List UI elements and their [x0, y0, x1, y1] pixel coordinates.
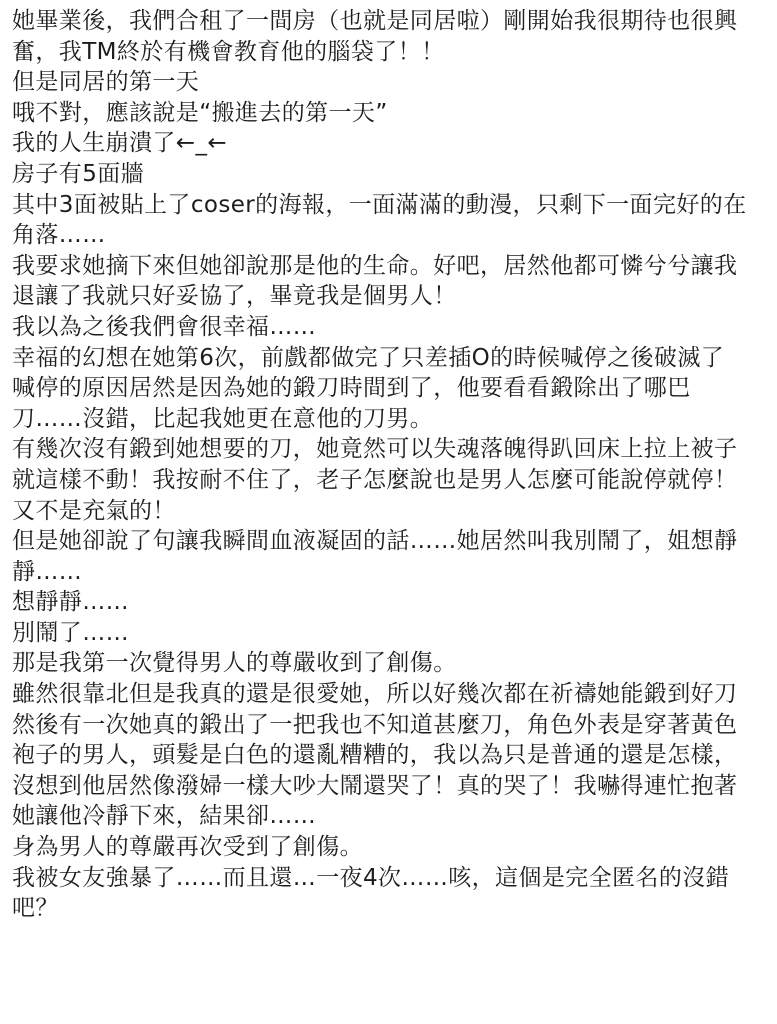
text-line: 刀……沒錯，比起我她更在意他的刀男。 — [12, 405, 434, 432]
text-line: 角落…… — [12, 222, 106, 249]
text-line: 奮，我TM終於有機會教育他的腦袋了！！ — [12, 38, 445, 65]
text-line: 別鬧了…… — [12, 619, 129, 646]
text-line: 想靜靜…… — [12, 589, 129, 616]
text-line: 我的人生崩潰了←_← — [12, 130, 228, 157]
text-line: 吧？ — [12, 895, 59, 922]
text-line: 就這樣不動！我按耐不住了，老子怎麼說也是男人怎麼可能說停就停！ — [12, 466, 738, 493]
text-line: 幸福的幻想在她第6次，前戲都做完了只差插O的時候喊停之後破滅了 — [12, 344, 725, 371]
text-line: 其中3面被貼上了coser的海報，一面滿滿的動漫，只剩下一面完好的在 — [12, 191, 747, 218]
text-line: 我要求她摘下來但她卻說那是他的生命。好吧，居然他都可憐兮兮讓我 — [12, 252, 738, 279]
text-line: 然後有一次她真的鍛出了一把我也不知道甚麼刀，角色外表是穿著黃色 — [12, 711, 738, 738]
text-line: 房子有5面牆 — [12, 160, 145, 187]
text-line: 但是她卻說了句讓我瞬間血液凝固的話……她居然叫我別鬧了，姐想靜 — [12, 528, 738, 555]
text-line: 又不是充氣的！ — [12, 497, 176, 524]
text-line: 沒想到他居然像潑婦一樣大吵大鬧還哭了！真的哭了！我嚇得連忙抱著 — [12, 772, 738, 799]
text-line: 我被女友強暴了……而且還…一夜4次……咳，這個是完全匿名的沒錯 — [12, 864, 730, 891]
text-line: 但是同居的第一天 — [12, 69, 200, 96]
text-line: 退讓了我就只好妥協了，畢竟我是個男人！ — [12, 283, 457, 310]
text-line: 喊停的原因居然是因為她的鍛刀時間到了，他要看看鍛除出了哪巴 — [12, 375, 691, 402]
text-line: 雖然很靠北但是我真的還是很愛她，所以好幾次都在祈禱她能鍛到好刀 — [12, 681, 738, 708]
text-line: 那是我第一次覺得男人的尊嚴收到了創傷。 — [12, 650, 457, 677]
text-line: 有幾次沒有鍛到她想要的刀，她竟然可以失魂落魄得趴回床上拉上被子 — [12, 436, 738, 463]
text-line: 靜…… — [12, 558, 83, 585]
text-line: 她讓他冷靜下來，結果卻…… — [12, 803, 317, 830]
text-line: 身為男人的尊嚴再次受到了創傷。 — [12, 834, 363, 861]
text-line: 哦不對，應該說是“搬進去的第一天” — [12, 99, 388, 126]
text-line: 袍子的男人，頭髮是白色的還亂糟糟的，我以為只是普通的還是怎樣， — [12, 742, 738, 769]
text-line: 她畢業後，我們合租了一間房（也就是同居啦）剛開始我很期待也很興 — [12, 8, 738, 34]
text-line: 我以為之後我們會很幸福…… — [12, 313, 317, 340]
